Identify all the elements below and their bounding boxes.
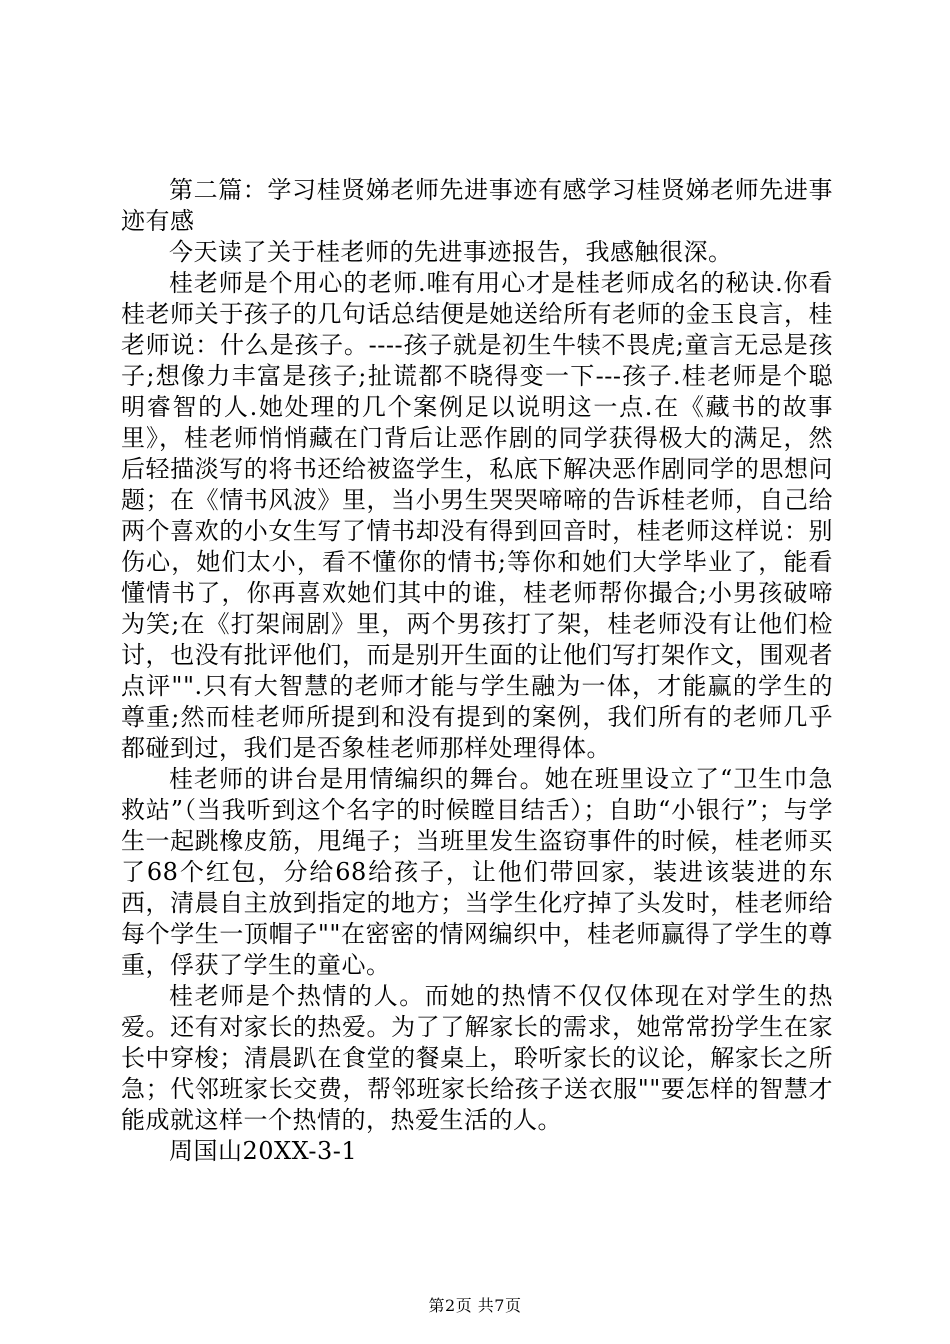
- paragraph-thoughtful-teacher: 桂老师是个用心的老师.唯有用心才是桂老师成名的秘诀.你看桂老师关于孩子的几句话总结便是她送给所有老师的金玉良言，桂老师说：什么是孩子。----孩子就是初生牛犊不畏虎;童言无忌是孩子;想像力丰富是孩子;扯谎都不晓得变一下---孩子.桂老师是个聪明睿智的人.她处理的几个案例足以说明这一点.在《藏书的故事里》，桂老师悄悄藏在门背后让恶作剧的同学获得极大的满足，然后轻描淡写的将书还给被盗学生，私底下解决恶作剧同学的思想问题；在《情书风波》里，当小男生哭哭啼啼的告诉桂老师，自己给两个喜欢的小女生写了情书却没有得到回音时，桂老师这样说：别伤心，她们太小，看不懂你的情书;等你和她们大学毕业了，能看懂情书了，你再喜欢她们其中的谁，桂老师帮你撮合;小男孩破啼为笑;在《打架闹剧》里，两个男孩打了架，桂老师没有让他们检讨，也没有批评他们，而是别开生面的让他们写打架作文，围观者点评"".只有大智慧的老师才能与学生融为一体，才能赢的学生的尊重;然而桂老师所提到和没有提到的案例，我们所有的老师几乎都碰到过，我们是否象桂老师那样处理得体。: [121, 269, 833, 762]
- document-body: [121, 175, 833, 1167]
- author-signature-date: 周国山20XX-3-1: [169, 1137, 358, 1165]
- paragraph-podium: 桂老师的讲台是用情编织的舞台。她在班里设立了“卫生巾急救站”（当我听到这个名字的时候瞠目结舌）；自助“小银行”；与学生一起跳橡皮筋，甩绳子；当班里发生盗窃事件的时候，桂老师买了68个红包，分给68给孩子，让他们带回家，装进该装进的东西，清晨自主放到指定的地方；当学生化疗掉了头发时，桂老师给每个学生一顶帽子""在密密的情网编织中，桂老师赢得了学生的尊重，俘获了学生的童心。: [121, 765, 833, 979]
- section-title: 第二篇：学习桂贤娣老师先进事迹有感学习桂贤娣老师先进事迹有感: [121, 176, 833, 235]
- paragraph-intro: 今天读了关于桂老师的先进事迹报告，我感触很深。: [169, 238, 733, 266]
- page-number: 第2页 共7页: [428, 1296, 522, 1315]
- paragraph-passionate: 桂老师是个热情的人。而她的热情不仅仅体现在对学生的热爱。还有对家长的热爱。为了了解家长的需求，她常常扮学生在家长中穿梭；清晨趴在食堂的餐桌上，聆听家长的议论，解家长之所急；代邻班家长交费，帮邻班家长给孩子送衣服""要怎样的智慧才能成就这样一个热情的，热爱生活的人。: [121, 982, 833, 1134]
